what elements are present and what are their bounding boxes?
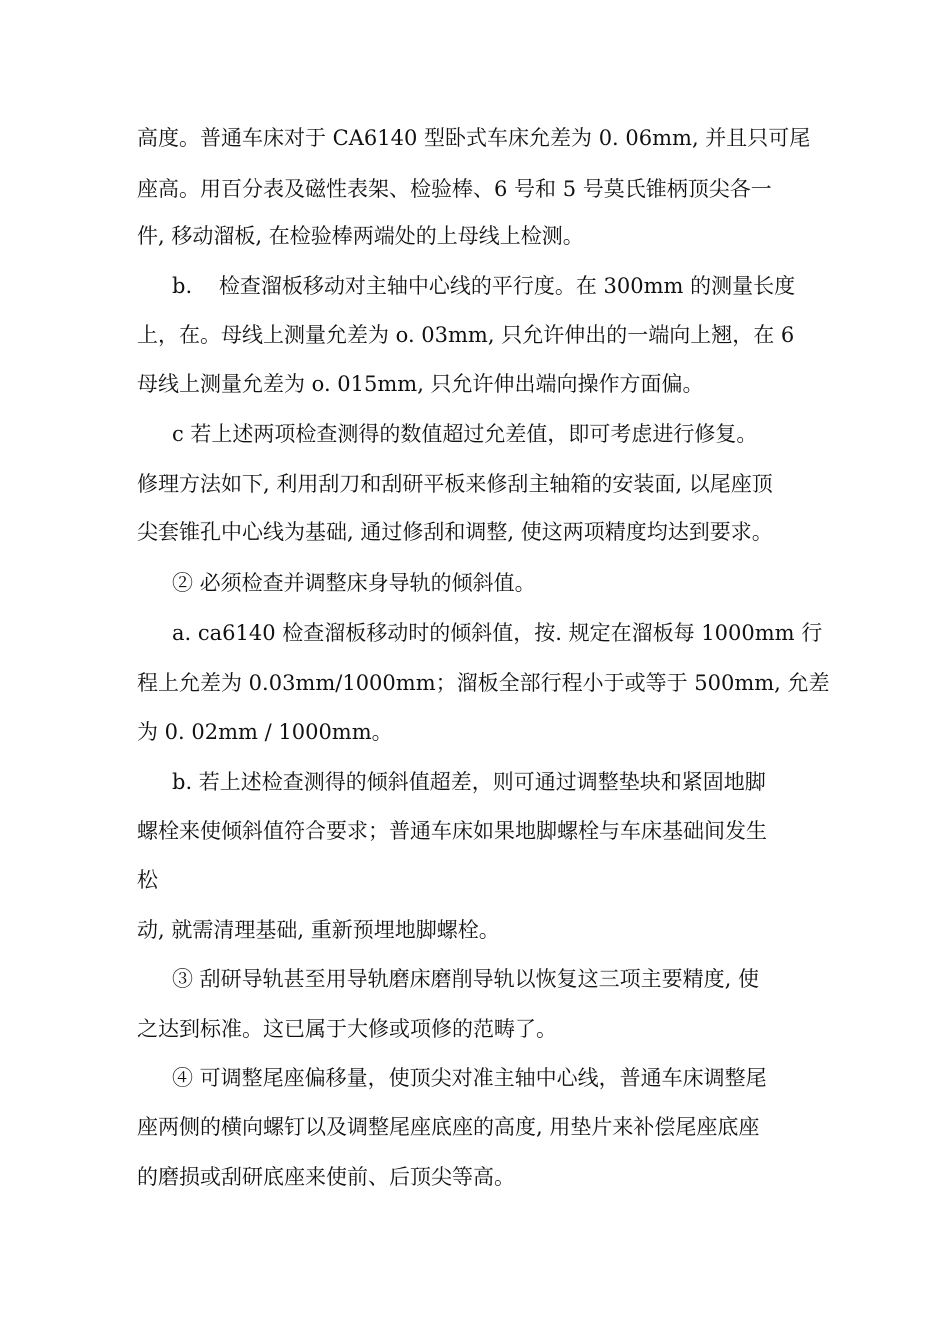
text-line: 座两侧的横向螺钉以及调整尾座底座的高度, 用垫片来补偿尾座底座 bbox=[137, 1115, 760, 1139]
text-line: a. ca6140 检查溜板移动时的倾斜值，按. 规定在溜板每 1000mm 行 bbox=[172, 621, 823, 645]
text-line: 上，在。母线上测量允差为 o. 03mm, 只允许伸出的一端向上翘，在 6 bbox=[137, 323, 795, 347]
text-line: 件, 移动溜板, 在检验棒两端处的上母线上检测。 bbox=[137, 224, 584, 248]
text-line: b. 检查溜板移动对主轴中心线的平行度。在 300mm 的测量长度 bbox=[172, 274, 796, 298]
text-line: b. 若上述检查测得的倾斜值超差，则可通过调整垫块和紧固地脚 bbox=[172, 770, 766, 794]
text-line: 的磨损或刮研底座来使前、后顶尖等高。 bbox=[137, 1165, 515, 1189]
text-line: 程上允差为 0.03mm/1000mm；溜板全部行程小于或等于 500mm, 允差 bbox=[137, 671, 830, 695]
text-line: 松 bbox=[137, 868, 158, 892]
text-line: 母线上测量允差为 o. 015mm, 只允许伸出端向操作方面偏。 bbox=[137, 372, 704, 396]
text-line: 高度。普通车床对于 CA6140 型卧式车床允差为 0. 06mm, 并且只可尾 bbox=[137, 126, 811, 150]
text-line: c 若上述两项检查测得的数值超过允差值，即可考虑进行修复。 bbox=[172, 422, 758, 446]
text-line: ④ 可调整尾座偏移量，使顶尖对准主轴中心线，普通车床调整尾 bbox=[172, 1066, 767, 1090]
text-line: 修理方法如下, 利用刮刀和刮研平板来修刮主轴箱的安装面, 以尾座顶 bbox=[137, 472, 773, 496]
text-line: 螺栓来使倾斜值符合要求；普通车床如果地脚螺栓与车床基础间发生 bbox=[137, 819, 767, 843]
text-line: 尖套锥孔中心线为基础, 通过修刮和调整, 使这两项精度均达到要求。 bbox=[137, 520, 773, 544]
text-line: 之达到标准。这已属于大修或项修的范畴了。 bbox=[137, 1017, 557, 1041]
text-line: ③ 刮研导轨甚至用导轨磨床磨削导轨以恢复这三项主要精度, 使 bbox=[172, 967, 760, 991]
text-line: 座高。用百分表及磁性表架、检验棒、6 号和 5 号莫氏锥柄顶尖各一 bbox=[137, 177, 772, 201]
text-line: ② 必须检查并调整床身导轨的倾斜值。 bbox=[172, 571, 536, 595]
text-line: 为 0. 02mm / 1000mm。 bbox=[137, 720, 393, 744]
text-line: 动, 就需清理基础, 重新预埋地脚螺栓。 bbox=[137, 918, 500, 942]
